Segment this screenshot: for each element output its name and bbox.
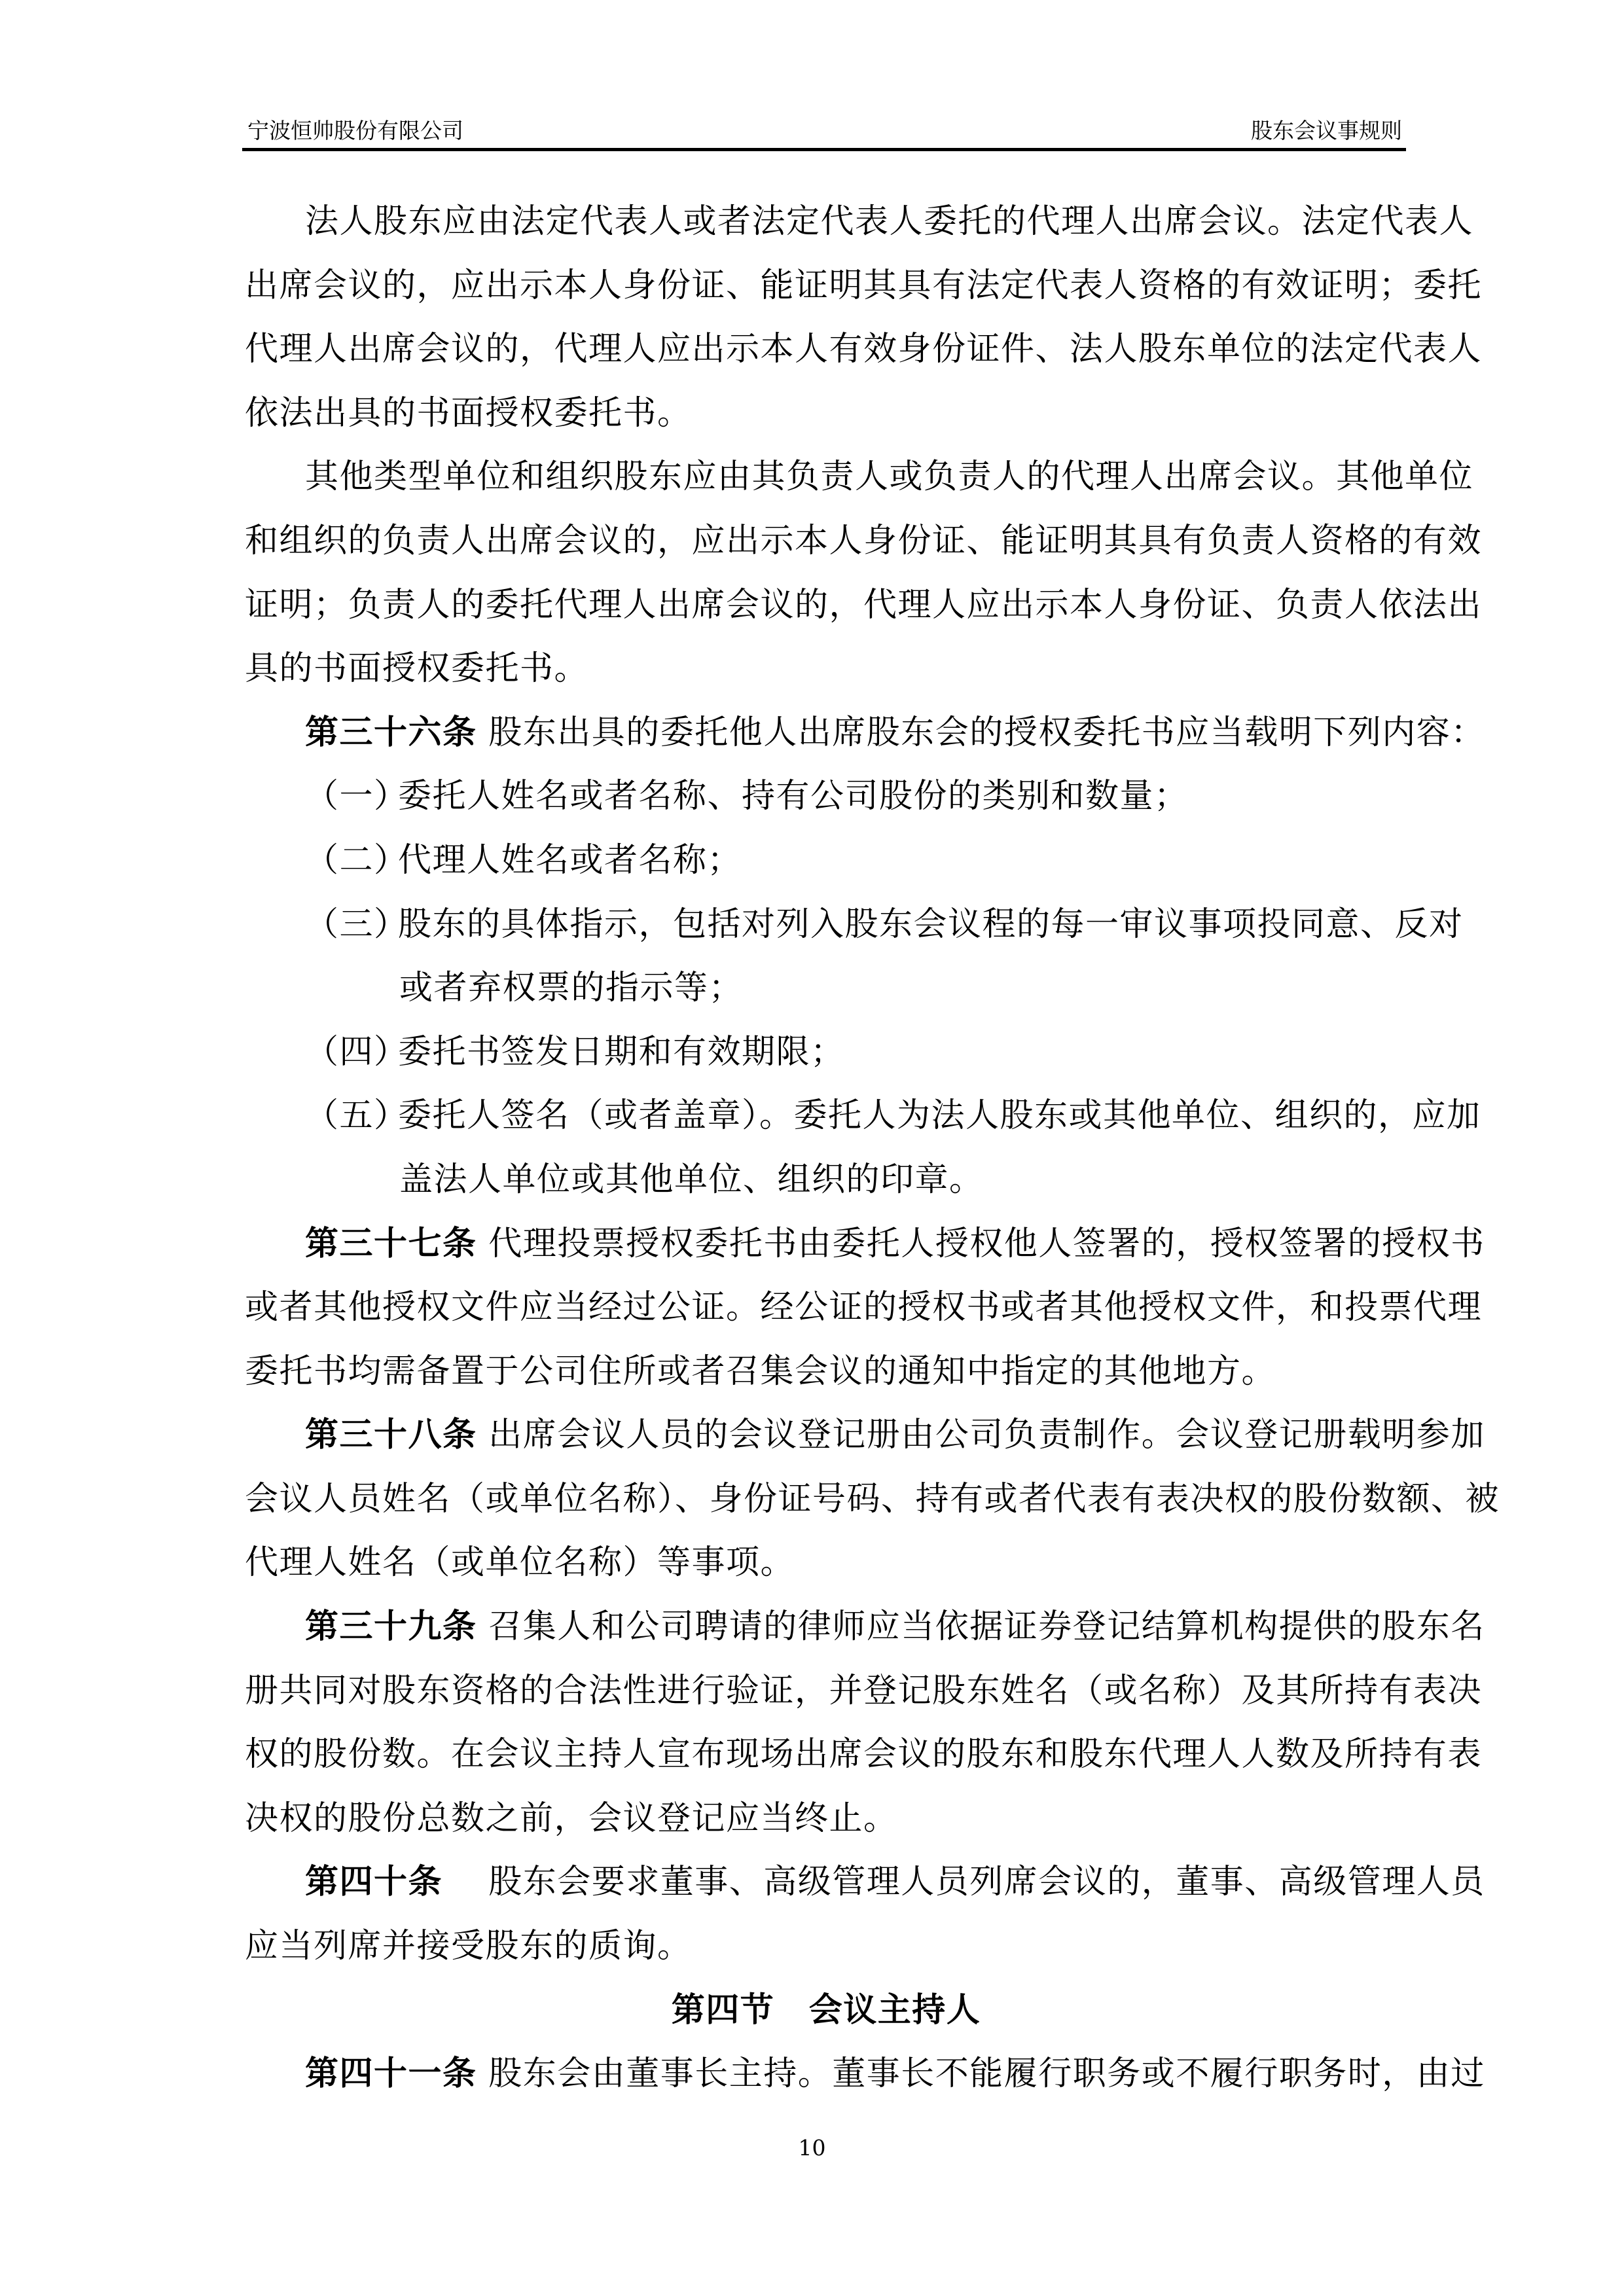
paragraph-line: 代理人出席会议的，代理人应出示本人有效身份证件、法人股东单位的法定代表人 [245,330,1483,369]
document-body [245,190,1500,2106]
list-item-text: 委托人签名（或者盖章）。委托人为法人股东或其他单位、组织的，应加 [398,1096,1481,1136]
page-number: 10 [798,2135,826,2161]
article-label: 第三十九条 [305,1607,477,1647]
list-item-number: （二） [305,840,408,880]
list-item-continuation: 盖法人单位或其他单位、组织的印章。 [399,1160,984,1199]
article-label: 第三十八条 [305,1415,477,1455]
list-item [245,1084,1481,1148]
list-item-text: 股东的具体指示，包括对列入股东会议程的每一审议事项投同意、反对 [398,905,1464,944]
paragraph-line: 和组织的负责人出席会议的，应出示本人身份证、能证明其具有负责人资格的有效 [245,521,1483,560]
article-37 [245,1212,1485,1276]
article-36 [245,701,1485,765]
list-item-text: 委托人姓名或者名称、持有公司股份的类别和数量； [398,777,1189,816]
paragraph-line: 具的书面授权委托书。 [245,649,589,689]
paragraph-line: 代理人姓名（或单位名称）等事项。 [245,1543,795,1583]
article-text: 股东出具的委托他人出席股东会的授权委托书应当载明下列内容： [488,713,1485,752]
article-text: 召集人和公司聘请的律师应当依据证券登记结算机构提供的股东名 [488,1607,1485,1647]
list-item-continuation: 或者弃权票的指示等； [399,969,744,1008]
list-item [245,829,1407,893]
list-item-number: （三） [305,905,408,944]
article-39 [245,1595,1485,1659]
article-text: 出席会议人员的会议登记册由公司负责制作。会议登记册载明参加 [488,1416,1485,1455]
paragraph-line: 出席会议的，应出示本人身份证、能证明其具有法定代表人资格的有效证明；委托 [245,266,1483,305]
list-item [245,1020,1407,1085]
article-38 [245,1403,1485,1467]
paragraph-line: 或者其他授权文件应当经过公证。经公证的授权书或者其他授权文件，和投票代理 [245,1288,1483,1327]
paragraph-line: 决权的股份总数之前，会议登记应当终止。 [245,1799,898,1838]
paragraph-line: 依法出具的书面授权委托书。 [245,393,692,433]
article-text: 代理投票授权委托书由委托人授权他人签署的，授权签署的授权书 [488,1224,1485,1263]
paragraph-line: 会议人员姓名（或单位名称）、身份证号码、持有或者代表有表决权的股份数额、被 [245,1479,1500,1518]
list-item-number: （四） [305,1032,408,1071]
page-header [242,111,1407,151]
paragraph-line: 证明；负责人的委托代理人出席会议的，代理人应出示本人身份证、负责人依法出 [245,585,1483,624]
paragraph-line: 册共同对股东资格的合法性进行验证，并登记股东姓名（或名称）及其所持有表决 [245,1671,1483,1710]
paragraph-line: 委托书均需备置于公司住所或者召集会议的通知中指定的其他地方。 [245,1352,1276,1391]
article-text: 股东会要求董事、高级管理人员列席会议的，董事、高级管理人员 [454,1863,1485,1902]
article-40 [245,1850,1485,1914]
paragraph-line: 应当列席并接受股东的质询。 [245,1927,692,1966]
paragraph-line: 权的股份数。在会议主持人宣布现场出席会议的股东和股东代理人人数及所持有表 [245,1735,1483,1774]
paragraph-line: 其他类型单位和组织股东应由其负责人或负责人的代理人出席会议。其他单位 [305,457,1474,497]
article-text: 股东会由董事长主持。董事长不能履行职务或不履行职务时，由过 [488,2054,1485,2094]
list-item-text: 代理人姓名或者名称； [398,840,742,880]
article-label: 第四十一条 [305,2054,477,2094]
article-41 [245,2042,1485,2106]
list-item-text: 委托书签发日期和有效期限； [398,1032,845,1071]
header-document-title: 股东会议事规则 [1251,118,1402,143]
section-heading: 第四节 会议主持人 [671,1990,981,2030]
list-item-number: （五） [305,1096,408,1136]
list-item-number: （一） [305,777,408,816]
article-label: 第三十六条 [305,712,477,752]
header-divider [242,148,1406,151]
paragraph-line: 法人股东应由法定代表人或者法定代表人委托的代理人出席会议。法定代表人 [305,202,1474,241]
article-label: 第四十条 [305,1862,443,1902]
header-company-name: 宁波恒帅股份有限公司 [247,118,463,143]
list-item [245,764,1407,829]
article-label: 第三十七条 [305,1223,477,1263]
list-item [245,893,1464,957]
